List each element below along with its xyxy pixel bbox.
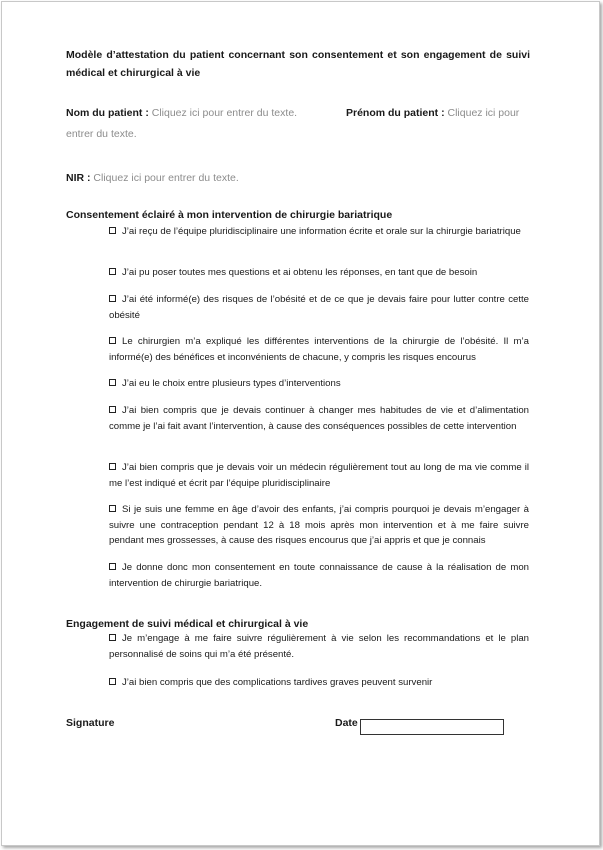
checkbox[interactable] [109,634,116,641]
consent-item: J’ai bien compris que je devais continuer à changer mes habitudes de vie et d’alimentation comme je l’ai fait avant l’intervention, à cause des conséquences possibles de cette intervention [109,405,529,432]
engagement-item: J’ai bien compris que des complications tardives graves peuvent survenir [109,675,529,691]
nom-input[interactable]: Cliquez ici pour entrer du texte. [151,107,298,119]
nir-field [66,168,366,189]
checkbox[interactable] [109,563,116,570]
checkbox[interactable] [109,406,116,413]
date-label: Date [335,717,358,729]
consent-item: Si je suis une femme en âge d’avoir des enfants, j’ai compris pourquoi je devais m’engager à suivre une contraception pendant 12 à 18 mois après mon intervention et à me faire suivre pendant mes grossesses, à cause des risques encourus que j’ai appris et que je connais [109,504,529,546]
consent-item: J’ai reçu de l’équipe pluridisciplinaire une information écrite et orale sur la chirurgie bariatrique [109,224,529,240]
date-input[interactable] [360,719,504,735]
prenom-input-continued[interactable]: entrer du texte. [66,128,137,140]
consent-item: J’ai eu le choix entre plusieurs types d’interventions [109,376,529,392]
consent-item: J’ai pu poser toutes mes questions et ai obtenu les réponses, en tant que de besoin [109,265,529,281]
checkbox[interactable] [109,379,116,386]
prenom-field [346,103,546,124]
consent-item: Je donne donc mon consentement en toute connaissance de cause à la réalisation de mon intervention de chirurgie bariatrique. [109,562,529,589]
document-page [1,1,600,846]
checkbox[interactable] [109,227,116,234]
nir-input[interactable]: Cliquez ici pour entrer du texte. [93,172,239,184]
checkbox[interactable] [109,268,116,275]
nom-field [66,103,316,124]
checkbox[interactable] [109,295,116,302]
nir-label: NIR : [66,172,91,184]
document-title: Modèle d’attestation du patient concernant son consentement et son engagement de suivi médical et chirurgical à vie [66,49,530,79]
nom-label: Nom du patient : [66,107,149,119]
checkbox[interactable] [109,678,116,685]
section-engagement-title: Engagement de suivi médical et chirurgical à vie [66,618,309,630]
consent-item: Le chirurgien m’a expliqué les différentes interventions de la chirurgie de l’obésité. Il m’a informé(e) des bénéfices et inconvénients de chacune, y compris les risques encourus [109,336,529,363]
checkbox[interactable] [109,337,116,344]
prenom-field-continued [66,124,137,145]
consent-item: J’ai été informé(e) des risques de l’obésité et de ce que je devais faire pour lutter contre cette obésité [109,294,529,321]
engagement-item: Je m’engage à me faire suivre régulièrement à vie selon les recommandations et le plan personnalisé de soins qui m’a été présenté. [109,633,529,660]
consent-item: J’ai bien compris que je devais voir un médecin régulièrement tout au long de ma vie comme il me l’est indiqué et écrit par l’équipe pluridisciplinaire [109,462,529,489]
prenom-label: Prénom du patient : [346,107,445,119]
section-consent-title: Consentement éclairé à mon intervention de chirurgie bariatrique [66,209,393,221]
checkbox[interactable] [109,505,116,512]
prenom-input[interactable]: Cliquez ici pour [447,107,520,119]
checkbox[interactable] [109,463,116,470]
signature-label: Signature [66,717,115,729]
